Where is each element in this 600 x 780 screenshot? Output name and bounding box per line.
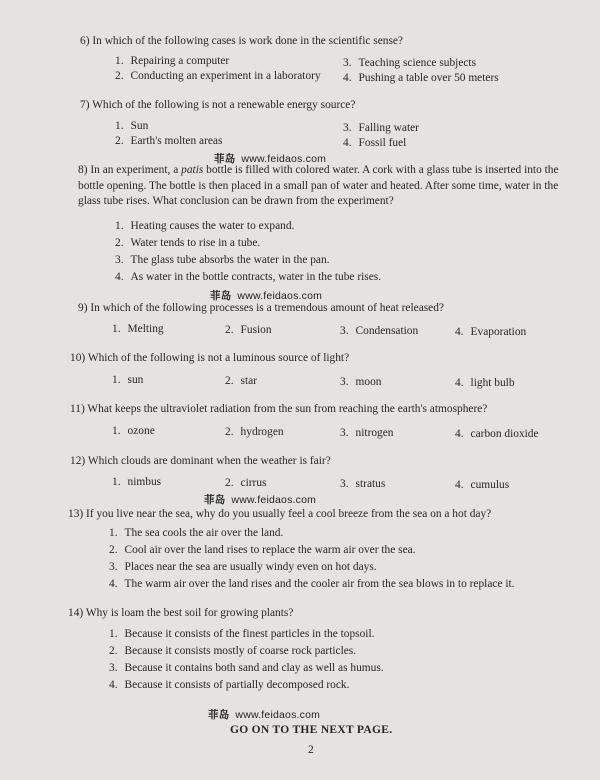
option[interactable]: 2. Conducting an experiment in a laboratory: [115, 70, 321, 82]
question-number: 10): [70, 352, 86, 364]
question-text-pre: In an experiment, a: [90, 164, 182, 176]
question-text: What keeps the ultraviolet radiation from the sun from reaching the earth's atmosphere?: [87, 403, 488, 415]
option[interactable]: 2. Earth's molten areas: [115, 135, 223, 147]
question-14: [68, 605, 293, 621]
question-text: Which of the following is not a luminous source of light?: [87, 352, 350, 364]
option[interactable]: 3. Places near the sea are usually windy even on hot days.: [109, 561, 377, 573]
option[interactable]: 1. Melting: [112, 323, 164, 335]
option[interactable]: 4. cumulus: [455, 479, 510, 491]
question-number: 6): [80, 35, 90, 47]
option[interactable]: 1. ozone: [112, 425, 155, 437]
watermark: 菲岛 www.feidaos.com: [210, 290, 323, 302]
question-8: [78, 163, 568, 210]
option[interactable]: 3. nitrogen: [340, 427, 394, 439]
question-11: [70, 401, 487, 417]
question-number: 13): [68, 508, 84, 520]
option[interactable]: 1. Heating causes the water to expand.: [115, 220, 295, 232]
option[interactable]: 2. Cool air over the land rises to replace the warm air over the sea.: [109, 544, 416, 556]
option[interactable]: 3. moon: [340, 376, 382, 388]
question-text: Why is loam the best soil for growing plants?: [85, 607, 294, 619]
question-text-post: bottle is filled with colored water. A cork with a glass tube is inserted into the bottle opening. The bottle is then placed in a small pan of water and heated. After some time, water in the glass tube rises. What conclusion can be drawn from the experiment?: [78, 164, 559, 207]
option[interactable]: 2. Fusion: [225, 324, 272, 336]
watermark: 菲岛 www.feidaos.com: [204, 494, 317, 506]
question-number: 12): [70, 455, 86, 467]
option[interactable]: 3. Falling water: [343, 122, 419, 134]
option[interactable]: 4. light bulb: [455, 377, 515, 389]
question-text: In which of the following processes is a tremendous amount of heat released?: [90, 302, 444, 314]
option[interactable]: 3. Teaching science subjects: [343, 57, 477, 69]
question-text: Which clouds are dominant when the weather is fair?: [87, 455, 331, 467]
question-6: [80, 33, 403, 49]
watermark: 菲岛 www.feidaos.com: [208, 709, 321, 721]
question-number: 11): [70, 403, 85, 415]
question-7: [80, 97, 355, 113]
option[interactable]: 1. Sun: [115, 120, 149, 132]
question-number: 14): [68, 607, 84, 619]
watermark: 菲岛 www.feidaos.com: [214, 153, 327, 165]
question-number: 8): [78, 164, 88, 176]
option[interactable]: 3. Because it contains both sand and clay as well as humus.: [109, 662, 384, 674]
question-number: 7): [80, 99, 90, 111]
option[interactable]: 2. cirrus: [225, 477, 267, 489]
question-number: 9): [78, 302, 88, 314]
option[interactable]: 1. sun: [112, 374, 144, 386]
option[interactable]: 3. The glass tube absorbs the water in the pan.: [115, 254, 330, 266]
option[interactable]: 2. Water tends to rise in a tube.: [115, 237, 261, 249]
option[interactable]: 1. Repairing a computer: [115, 55, 230, 67]
question-text: If you live near the sea, why do you usually feel a cool breeze from the sea on a hot day?: [86, 508, 492, 520]
option[interactable]: 2. star: [225, 375, 257, 387]
option[interactable]: 4. Because it consists of partially decomposed rock.: [109, 679, 350, 691]
option[interactable]: 1. The sea cools the air over the land.: [109, 527, 284, 539]
question-10: [70, 350, 349, 366]
option[interactable]: 4. Fossil fuel: [343, 137, 407, 149]
option[interactable]: 1. nimbus: [112, 476, 162, 488]
option[interactable]: 1. Because it consists of the finest particles in the topsoil.: [109, 628, 375, 640]
option[interactable]: 2. hydrogen: [225, 426, 284, 438]
option[interactable]: 4. Pushing a table over 50 meters: [343, 72, 499, 84]
option[interactable]: 3. stratus: [340, 478, 386, 490]
option[interactable]: 4. Evaporation: [455, 326, 527, 338]
next-page-notice: GO ON TO THE NEXT PAGE.: [230, 724, 393, 736]
question-12: [70, 453, 331, 469]
question-text: In which of the following cases is work done in the scientific sense?: [92, 35, 403, 47]
question-13: [68, 506, 491, 522]
option[interactable]: 4. As water in the bottle contracts, water in the tube rises.: [115, 271, 382, 283]
option[interactable]: 3. Condensation: [340, 325, 419, 337]
option[interactable]: 4. The warm air over the land rises and the cooler air from the sea blows in to replace it.: [109, 578, 515, 590]
option[interactable]: 2. Because it consists mostly of coarse rock particles.: [109, 645, 357, 657]
page-number: 2: [308, 744, 314, 756]
option[interactable]: 4. carbon dioxide: [455, 428, 539, 440]
question-text-emphasis: patis: [181, 164, 204, 176]
question-text: Which of the following is not a renewable energy source?: [92, 99, 356, 111]
